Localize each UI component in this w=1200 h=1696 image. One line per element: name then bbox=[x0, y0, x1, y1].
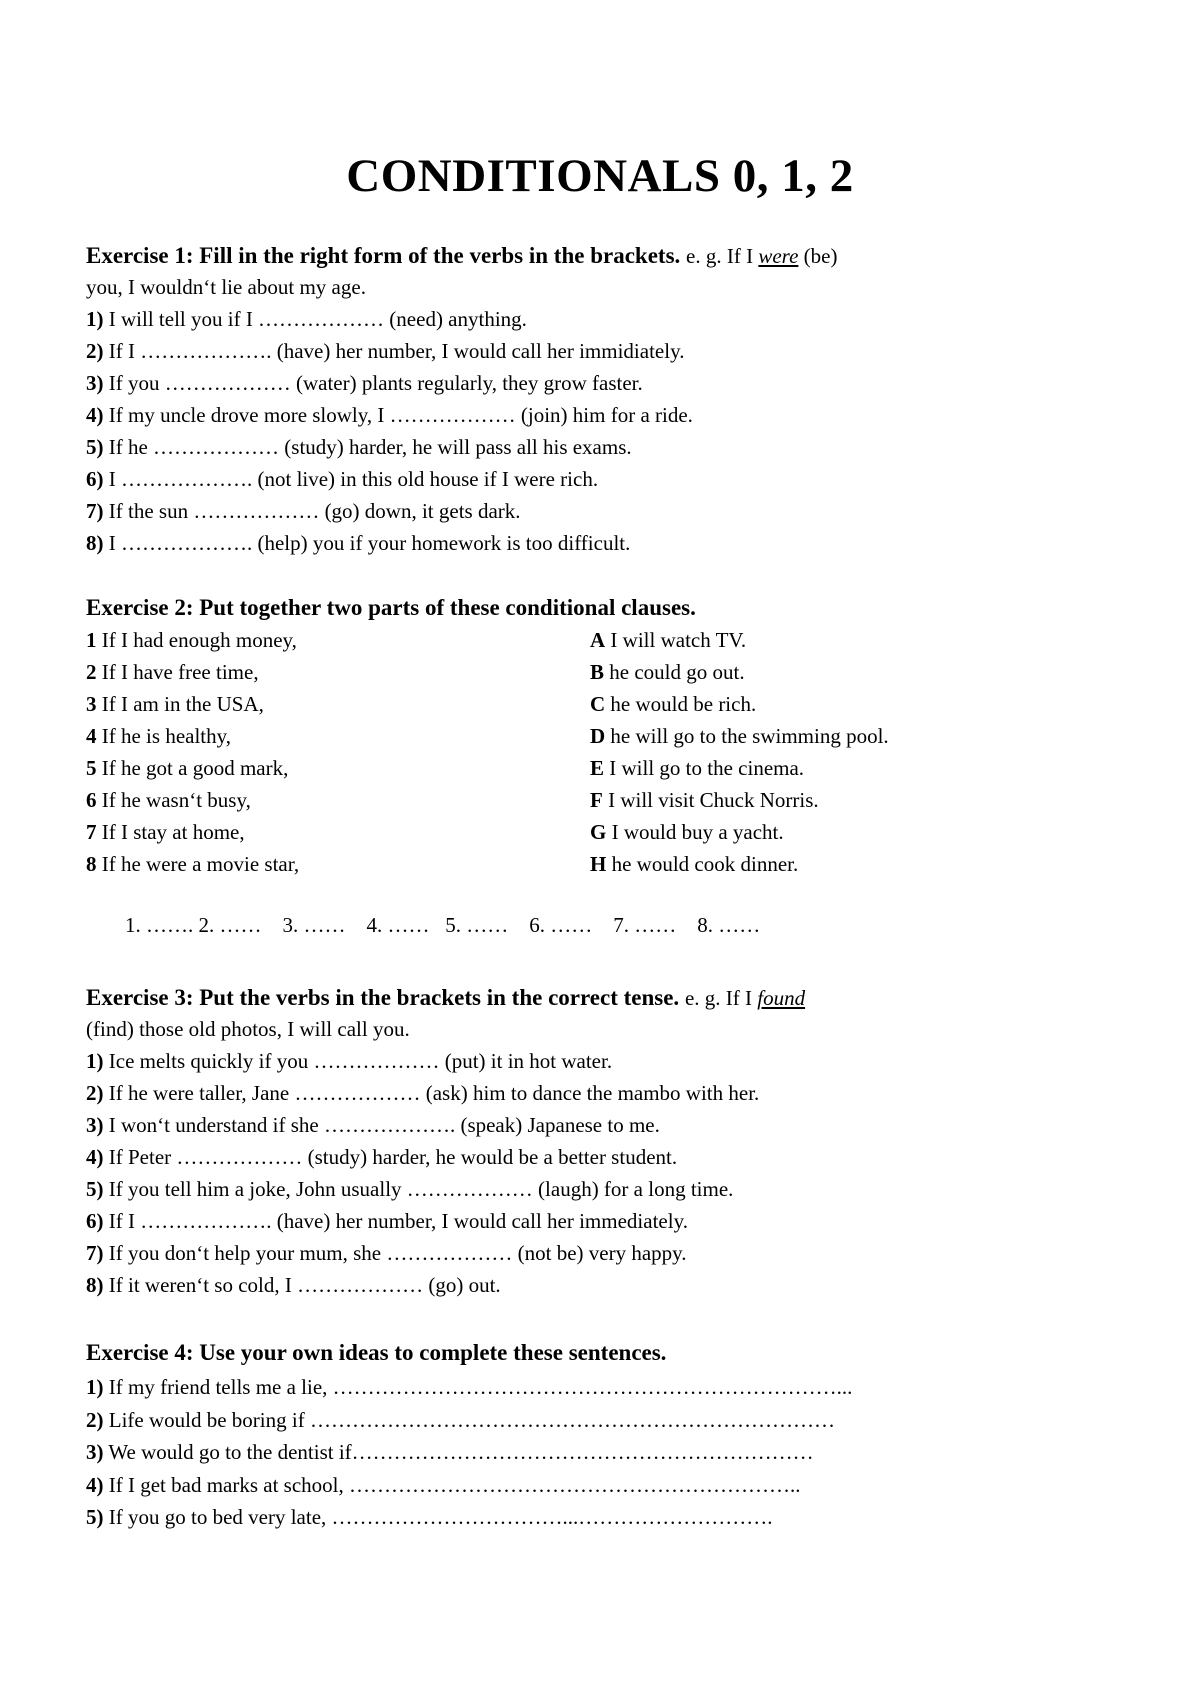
clause-number: 5 bbox=[86, 756, 97, 780]
item-text: If I get bad marks at school, ……………………………………………………….. bbox=[108, 1472, 801, 1497]
clause-letter: D bbox=[590, 724, 606, 748]
exercise-1-example-continuation: you, I wouldn‘t lie about my age. bbox=[86, 275, 366, 299]
clause-number: 7 bbox=[86, 820, 97, 844]
exercise-2 bbox=[86, 592, 1116, 941]
match-row bbox=[86, 624, 1116, 656]
clause-number: 4 bbox=[86, 724, 97, 748]
exercise-3-example-word: found bbox=[757, 986, 806, 1010]
clause-text: I will visit Chuck Norris. bbox=[608, 788, 819, 812]
exercise-3-item bbox=[86, 1109, 1116, 1141]
item-text: If you don‘t help your mum, she ……………… (not be) very happy. bbox=[108, 1241, 687, 1265]
exercise-4-item bbox=[86, 1436, 1116, 1469]
item-number: 2) bbox=[86, 339, 104, 363]
exercise-1-item bbox=[86, 495, 1116, 527]
item-number: 5) bbox=[86, 1505, 104, 1529]
exercise-4-item bbox=[86, 1501, 1116, 1534]
clause-letter: F bbox=[590, 788, 603, 812]
clause-letter: C bbox=[590, 692, 606, 716]
exercise-1-item bbox=[86, 303, 1116, 335]
item-text: We would go to the dentist if………………………………………………………… bbox=[108, 1440, 814, 1464]
exercise-1-title: Exercise 1: Fill in the right form of the verbs in the brackets. bbox=[86, 243, 681, 268]
item-text: If the sun ……………… (go) down, it gets dark. bbox=[108, 499, 521, 523]
item-number: 4) bbox=[86, 1472, 104, 1497]
clause-text: he would cook dinner. bbox=[611, 852, 799, 876]
item-number: 2) bbox=[86, 1407, 104, 1432]
clause-text: If I have free time, bbox=[101, 660, 259, 684]
exercise-1-item bbox=[86, 431, 1116, 463]
item-text: If I ………………. (have) her number, I would call her immidiately. bbox=[108, 339, 685, 363]
match-clause-right bbox=[590, 656, 1116, 688]
exercise-1-example bbox=[686, 244, 837, 268]
exercise-3-item bbox=[86, 1141, 1116, 1173]
exercise-1-example-suffix: (be) bbox=[803, 244, 838, 268]
item-number: 6) bbox=[86, 1209, 104, 1233]
match-clause-left bbox=[86, 624, 590, 656]
item-number: 7) bbox=[86, 499, 104, 523]
match-clause-left bbox=[86, 656, 590, 688]
exercise-1-item bbox=[86, 527, 1116, 559]
item-number: 8) bbox=[86, 531, 104, 555]
item-number: 1) bbox=[86, 307, 104, 331]
exercise-1-item bbox=[86, 463, 1116, 495]
exercise-4-heading: Exercise 4: Use your own ideas to complete these sentences. bbox=[86, 1340, 667, 1365]
clause-number: 6 bbox=[86, 788, 97, 812]
item-text: If Peter ……………… (study) harder, he would be a better student. bbox=[108, 1145, 678, 1169]
clause-text: If I had enough money, bbox=[101, 628, 297, 652]
item-number: 6) bbox=[86, 467, 104, 491]
clause-letter: B bbox=[590, 660, 605, 684]
exercise-3-heading bbox=[86, 982, 1116, 1014]
match-clause-right bbox=[590, 720, 1116, 752]
item-number: 3) bbox=[86, 1113, 104, 1137]
match-row bbox=[86, 848, 1116, 880]
clause-number: 1 bbox=[86, 628, 97, 652]
exercise-2-answer-blanks: 1. ……. 2. …… 3. …… 4. …… 5. …… 6. …… 7. …… 8. …… bbox=[125, 913, 761, 937]
item-number: 1) bbox=[86, 1049, 104, 1073]
clause-text: I will go to the cinema. bbox=[609, 756, 805, 780]
clause-text: he would be rich. bbox=[610, 692, 757, 716]
item-text: If my uncle drove more slowly, I ……………… (join) him for a ride. bbox=[108, 403, 693, 427]
exercise-4-item bbox=[86, 1371, 1116, 1404]
item-number: 3) bbox=[86, 371, 104, 395]
match-clause-right bbox=[590, 848, 1116, 880]
match-clause-right bbox=[590, 624, 1116, 656]
exercise-3-item bbox=[86, 1205, 1116, 1237]
exercise-1-item bbox=[86, 335, 1116, 367]
match-clause-left bbox=[86, 720, 590, 752]
match-row bbox=[86, 816, 1116, 848]
item-number: 4) bbox=[86, 1145, 104, 1169]
page-title: CONDITIONALS 0, 1, 2 bbox=[346, 150, 854, 202]
match-clause-right bbox=[590, 816, 1116, 848]
exercise-2-heading: Exercise 2: Put together two parts of these conditional clauses. bbox=[86, 595, 696, 620]
item-text: If it weren‘t so cold, I ……………… (go) out. bbox=[108, 1273, 501, 1297]
exercise-1-example-prefix: e. g. If I bbox=[686, 244, 754, 268]
match-clause-left bbox=[86, 752, 590, 784]
clause-letter: G bbox=[590, 820, 607, 844]
clause-letter: A bbox=[590, 628, 606, 652]
match-clause-right bbox=[590, 688, 1116, 720]
clause-number: 8 bbox=[86, 852, 97, 876]
exercise-1-item bbox=[86, 367, 1116, 399]
exercise-4 bbox=[86, 1337, 1116, 1534]
exercise-3-title: Exercise 3: Put the verbs in the brackets in the correct tense. bbox=[86, 985, 680, 1010]
item-number: 4) bbox=[86, 403, 104, 427]
match-row bbox=[86, 752, 1116, 784]
exercise-1-example-word: were bbox=[758, 244, 799, 268]
item-number: 1) bbox=[86, 1375, 104, 1399]
match-clause-right bbox=[590, 784, 1116, 816]
item-number: 5) bbox=[86, 435, 104, 459]
match-clause-right bbox=[590, 752, 1116, 784]
item-text: If you go to bed very late, ……………………………...………………………. bbox=[108, 1505, 773, 1529]
match-row bbox=[86, 784, 1116, 816]
clause-text: I will watch TV. bbox=[610, 628, 747, 652]
match-clause-left bbox=[86, 784, 590, 816]
clause-text: If he wasn‘t busy, bbox=[101, 788, 251, 812]
exercise-3-item bbox=[86, 1269, 1116, 1301]
exercise-4-item bbox=[86, 1404, 1116, 1437]
item-text: If you tell him a joke, John usually ……………… (laugh) for a long time. bbox=[108, 1177, 734, 1201]
item-text: If I ………………. (have) her number, I would call her immediately. bbox=[108, 1209, 688, 1233]
clause-text: If I stay at home, bbox=[101, 820, 245, 844]
item-number: 2) bbox=[86, 1081, 104, 1105]
match-row bbox=[86, 688, 1116, 720]
exercise-1-item bbox=[86, 399, 1116, 431]
exercise-4-item bbox=[86, 1469, 1116, 1502]
match-clause-left bbox=[86, 688, 590, 720]
clause-text: he will go to the swimming pool. bbox=[610, 724, 889, 748]
item-text: I ………………. (not live) in this old house if I were rich. bbox=[108, 467, 599, 491]
exercise-1 bbox=[86, 240, 1116, 559]
item-number: 5) bbox=[86, 1177, 104, 1201]
clause-text: If he were a movie star, bbox=[101, 852, 300, 876]
exercise-3 bbox=[86, 982, 1116, 1301]
item-number: 8) bbox=[86, 1273, 104, 1297]
exercise-3-item bbox=[86, 1045, 1116, 1077]
item-text: I will tell you if I ……………… (need) anything. bbox=[108, 307, 527, 331]
clause-number: 2 bbox=[86, 660, 97, 684]
item-number: 3) bbox=[86, 1440, 104, 1464]
match-row bbox=[86, 720, 1116, 752]
item-text: Ice melts quickly if you ……………… (put) it in hot water. bbox=[108, 1049, 613, 1073]
exercise-3-example-prefix: e. g. If I bbox=[684, 986, 752, 1010]
clause-text: If he got a good mark, bbox=[101, 756, 289, 780]
clause-text: he could go out. bbox=[609, 660, 745, 684]
exercise-3-item bbox=[86, 1173, 1116, 1205]
clause-letter: H bbox=[590, 852, 607, 876]
clause-text: If I am in the USA, bbox=[101, 692, 264, 716]
item-number: 7) bbox=[86, 1241, 104, 1265]
exercise-3-example-continuation: (find) those old photos, I will call you. bbox=[86, 1017, 410, 1041]
exercise-3-item bbox=[86, 1237, 1116, 1269]
match-clause-left bbox=[86, 816, 590, 848]
clause-text: I would buy a yacht. bbox=[611, 820, 784, 844]
clause-letter: E bbox=[590, 756, 605, 780]
item-text: If he were taller, Jane ……………… (ask) him to dance the mambo with her. bbox=[108, 1081, 760, 1105]
item-text: Life would be boring if ………………………………………………………………… bbox=[108, 1407, 835, 1432]
item-text: If he ……………… (study) harder, he will pass all his exams. bbox=[108, 435, 632, 459]
item-text: I won‘t understand if she ………………. (speak) Japanese to me. bbox=[108, 1113, 660, 1137]
item-text: I ………………. (help) you if your homework is too difficult. bbox=[108, 531, 631, 555]
clause-number: 3 bbox=[86, 692, 97, 716]
exercise-3-example bbox=[685, 986, 805, 1010]
clause-text: If he is healthy, bbox=[101, 724, 232, 748]
item-text: If you ……………… (water) plants regularly, they grow faster. bbox=[108, 371, 643, 395]
match-row bbox=[86, 656, 1116, 688]
exercise-3-item bbox=[86, 1077, 1116, 1109]
match-clause-left bbox=[86, 848, 590, 880]
exercise-1-heading bbox=[86, 240, 1116, 272]
item-text: If my friend tells me a lie, ………………………………………………………………... bbox=[108, 1375, 853, 1399]
